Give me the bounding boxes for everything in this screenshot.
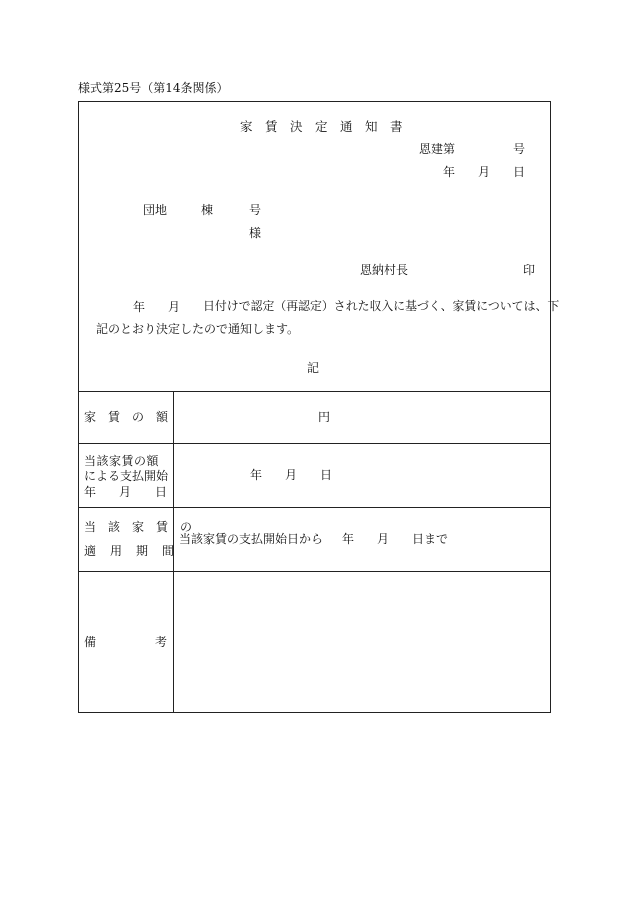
period-value-prefix: 当該家賃の支払開始日から <box>179 532 324 546</box>
remarks-label-1: 備 <box>84 635 97 649</box>
body-month: 月 <box>168 300 181 314</box>
period-value-year: 年 <box>342 532 355 546</box>
address-sama: 様 <box>249 226 262 240</box>
period-label-line1: 当 該 家 賃 の <box>84 520 193 534</box>
body-year: 年 <box>133 300 146 314</box>
start-label-month: 月 <box>119 485 132 499</box>
address-tou: 棟 <box>201 203 214 217</box>
ref-prefix: 恩建第 <box>419 142 456 156</box>
remarks-field[interactable] <box>174 572 550 712</box>
period-value-day-suffix: 日まで <box>412 532 449 546</box>
address-danchi: 団地 <box>143 203 168 217</box>
body-text-line2: 記のとおり決定したので通知します。 <box>96 322 300 336</box>
remarks-label-2: 考 <box>155 635 168 649</box>
start-label-day: 日 <box>155 485 168 499</box>
date-year: 年 <box>443 165 456 179</box>
notice-title: 家 賃 決 定 通 知 書 <box>240 119 403 134</box>
start-value-year: 年 <box>250 468 263 482</box>
seal-mark: 印 <box>523 263 536 277</box>
ki-heading: 記 <box>307 361 320 375</box>
start-value-day: 日 <box>320 468 333 482</box>
start-label-line2: による支払開始 <box>84 469 169 483</box>
rent-value-unit: 円 <box>318 410 331 424</box>
date-month: 月 <box>478 165 491 179</box>
period-value-month: 月 <box>377 532 390 546</box>
body-text-line1: 日付けで認定（再認定）された収入に基づく、家賃については、下 <box>203 299 560 313</box>
start-value-month: 月 <box>285 468 298 482</box>
table-top-border <box>78 391 551 392</box>
date-day: 日 <box>513 165 526 179</box>
row-divider-start <box>78 507 551 508</box>
rent-label: 家 賃 の 額 <box>84 410 169 424</box>
address-gou: 号 <box>249 203 262 217</box>
period-label-line2: 適 用 期 間 <box>84 544 176 558</box>
ref-suffix: 号 <box>513 142 526 156</box>
issuer-name: 恩納村長 <box>360 263 409 277</box>
form-number: 様式第25号（第14条関係） <box>78 81 229 95</box>
row-divider-rent <box>78 443 551 444</box>
start-label-year: 年 <box>84 485 97 499</box>
start-label-line1: 当該家賃の額 <box>84 454 160 468</box>
